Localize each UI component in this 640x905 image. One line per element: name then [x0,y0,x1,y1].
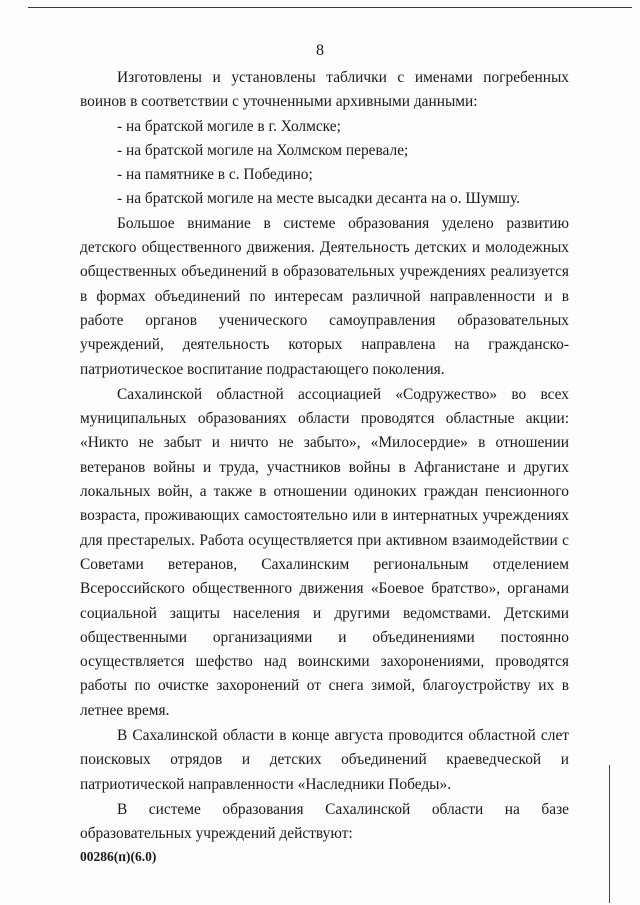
scan-edge-right [609,765,610,903]
document-body [80,66,569,847]
paragraph: Сахалинской областной ассоциацией «Содружество» во всех муниципальных образованиях области проводятся областные акции: «Никто не забыт и ничто не забыто», «Милосердие» в отношении ветеранов войны и труда, участников войны в Афганистане и других локальных войн, а также в отношении одиноких граждан пенсионного возраста, проживающих самостоятельно или в интернатных учреждениях для престарелых. Работа осуществляется при активном взаимодействии с Советами ветеранов, Сахалинским региональным отделением Всероссийского общественного движения «Боевое братство», органами социальной защиты населения и другими ведомствами. Детскими общественными организациями и объединениями постоянно осуществляется шефство над воинскими захоронениями, проводятся работы по очистке захоронений от снега зимой, благоустройству их в летнее время. [80,385,569,719]
paragraph: В Сахалинской области в конце августа проводится областной слет поисковых отрядов и детских объединений краеведческой и патриотической направленности «Наследники Победы». [80,727,569,793]
scan-edge-top [28,7,632,8]
document-code: 00286(п)(6.0) [80,849,157,864]
list-item: - на братской могиле на Холмском перевале; [117,141,409,159]
paragraph: Большое внимание в системе образования уделено развитию детского общественного движения. Деятельность детских и молодежных общественных объединений в образовательных учреждениях реализуется в формах объединений по интересам различной направленности и в работе органов ученического самоуправления образовательных учреждений, деятельность которых направлена на гражданско-патриотическое воспитание подрастающего поколения. [80,214,569,378]
list-item: - на братской могиле на месте высадки десанта на о. Шумшу. [117,190,521,208]
intro-paragraph: Изготовлены и установлены таблички с именами погребенных воинов в соответствии с уточненными архивными данными: [80,69,569,111]
paragraph: В системе образования Сахалинской области на базе образовательных учреждений действуют: [80,800,569,843]
list-item: - на братской могиле в г. Холмске; [117,117,341,135]
page-number: 8 [316,42,324,59]
list-item: - на памятнике в с. Победино; [117,166,313,184]
